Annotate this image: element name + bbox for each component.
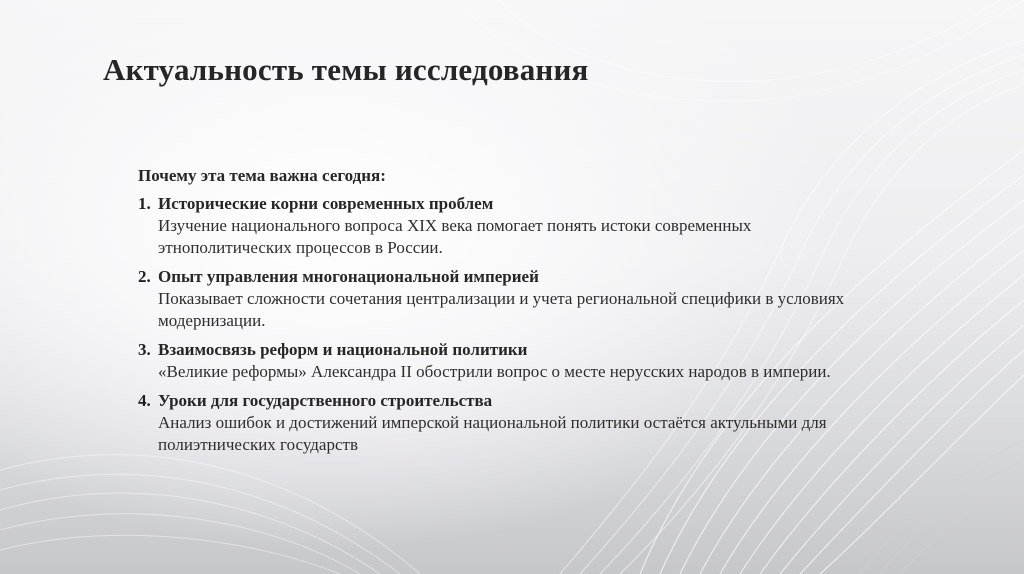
slide-content: [138, 165, 858, 463]
item-number: 2.: [138, 267, 151, 286]
item-description: Анализ ошибок и достижений имперской национальной политики остаётся актульными для полиэтнических государств: [158, 413, 827, 454]
reasons-list: [138, 193, 858, 456]
item-description: Изучение национального вопроса XIX века помогает понять истоки современных этнополитических процессов в России.: [158, 216, 752, 257]
item-title: Исторические корни современных проблем: [158, 194, 494, 213]
item-number: 4.: [138, 391, 151, 410]
item-description: «Великие реформы» Александра II обострили вопрос о месте нерусских народов в империи.: [158, 362, 831, 381]
list-item: [138, 193, 858, 259]
item-number: 3.: [138, 340, 151, 359]
intro-heading: Почему эта тема важна сегодня:: [138, 166, 386, 185]
list-item: [138, 266, 858, 332]
list-item: [138, 339, 858, 383]
item-title: Взаимосвязь реформ и национальной политики: [158, 340, 528, 359]
item-title: Опыт управления многонациональной империей: [158, 267, 539, 286]
item-title: Уроки для государственного строительства: [158, 391, 493, 410]
list-item: [138, 390, 858, 456]
item-number: 1.: [138, 194, 151, 213]
item-description: Показывает сложности сочетания централизации и учета региональной специфики в условиях модернизации.: [158, 289, 845, 330]
slide-title: Актуальность темы исследования: [103, 52, 589, 87]
